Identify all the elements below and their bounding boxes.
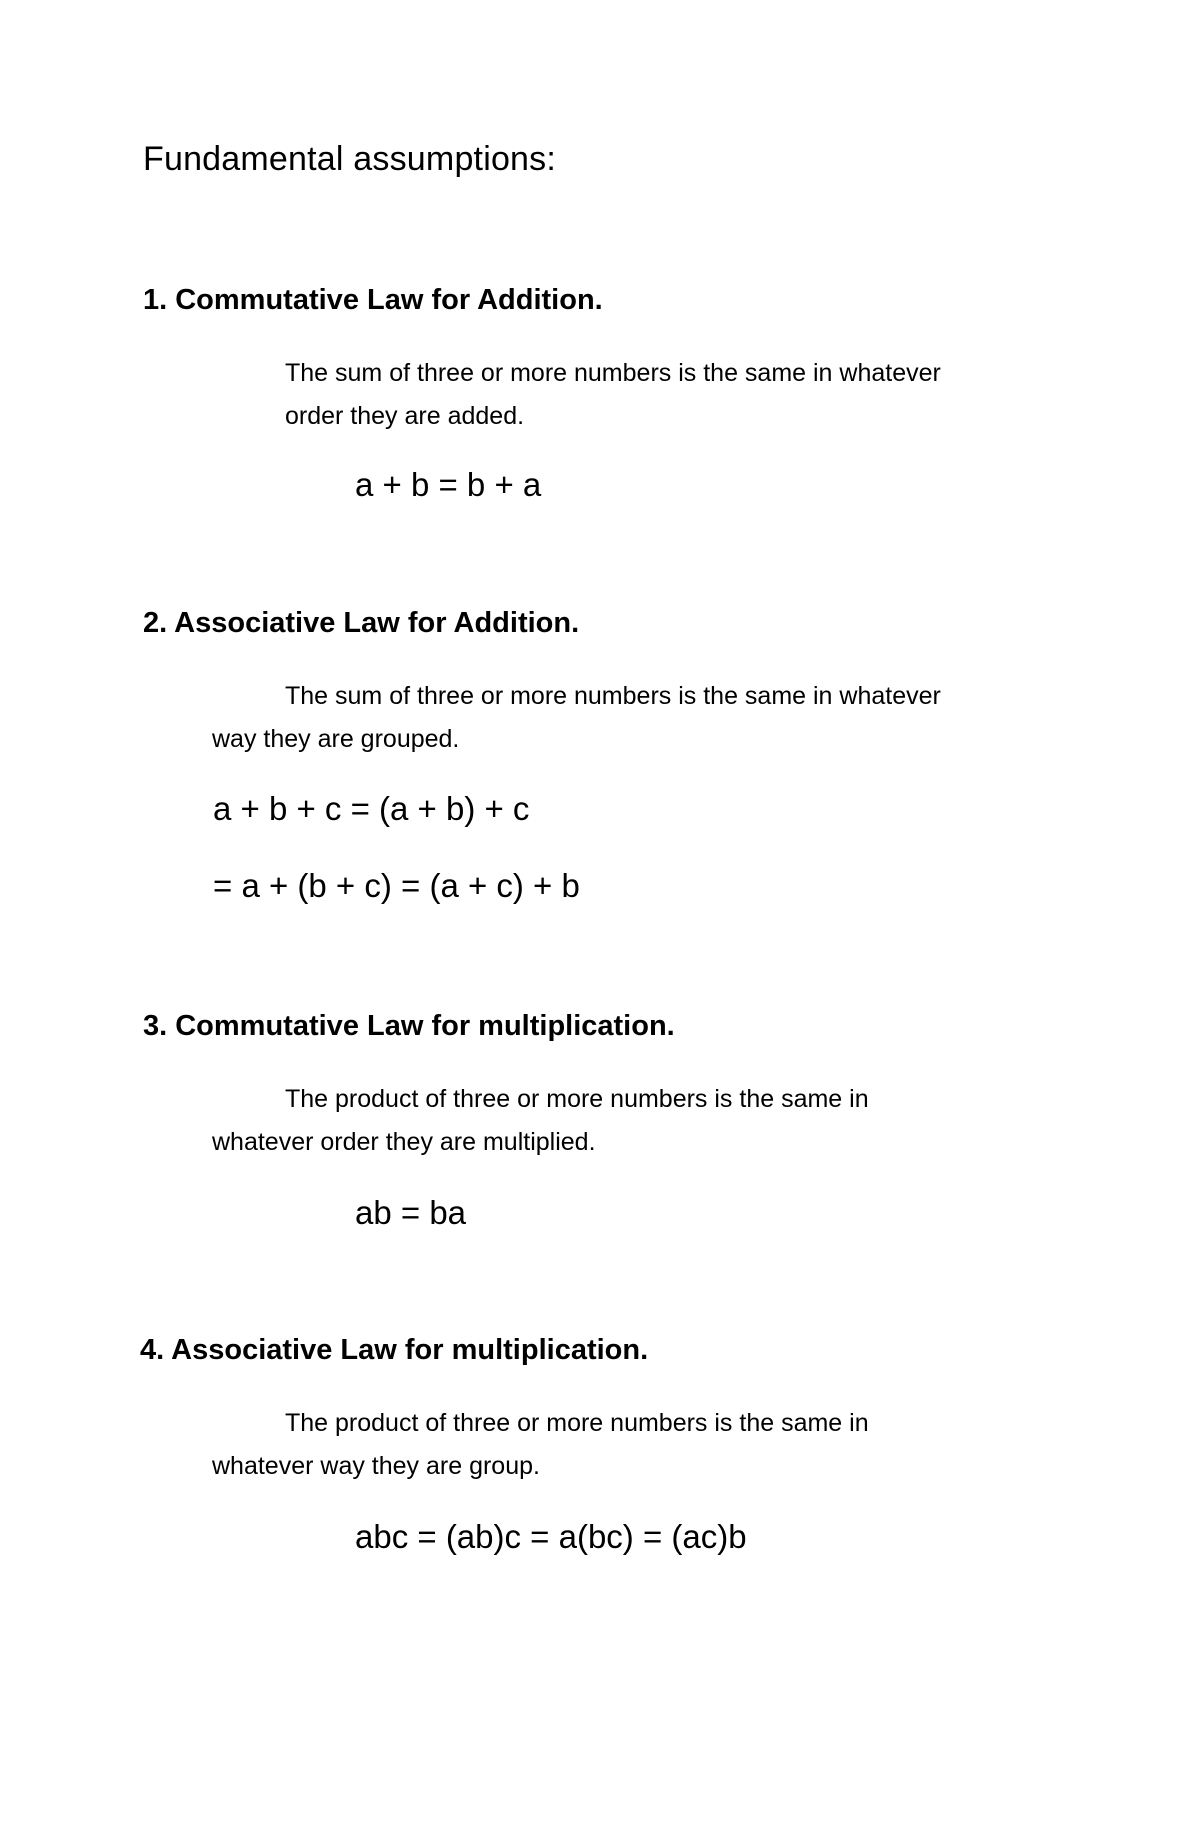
section-text-line: The sum of three or more numbers is the same in whatever	[285, 359, 941, 387]
formula: = a + (b + c) = (a + c) + b	[213, 867, 580, 904]
section-text-line: The sum of three or more numbers is the same in whatever	[285, 682, 941, 710]
section-heading-commutative-addition: 1. Commutative Law for Addition.	[143, 284, 603, 316]
formula: a + b = b + a	[355, 466, 542, 503]
formula: a + b + c = (a + b) + c	[213, 790, 530, 827]
section-heading-associative-addition: 2. Associative Law for Addition.	[143, 607, 580, 639]
page-title: Fundamental assumptions:	[143, 140, 557, 178]
section-text-line: whatever way they are group.	[212, 1452, 540, 1480]
section-heading-associative-multiplication: 4. Associative Law for multiplication.	[140, 1334, 649, 1366]
section-heading-commutative-multiplication: 3. Commutative Law for multiplication.	[143, 1010, 675, 1042]
formula: ab = ba	[355, 1194, 467, 1231]
section-text-line: whatever order they are multiplied.	[212, 1128, 596, 1156]
section-text-line: way they are grouped.	[212, 725, 460, 753]
section-text-line: The product of three or more numbers is the same in	[285, 1085, 869, 1113]
formula: abc = (ab)c = a(bc) = (ac)b	[355, 1518, 747, 1555]
section-text-line: The product of three or more numbers is the same in	[285, 1409, 869, 1437]
section-text-line: order they are added.	[285, 402, 525, 430]
